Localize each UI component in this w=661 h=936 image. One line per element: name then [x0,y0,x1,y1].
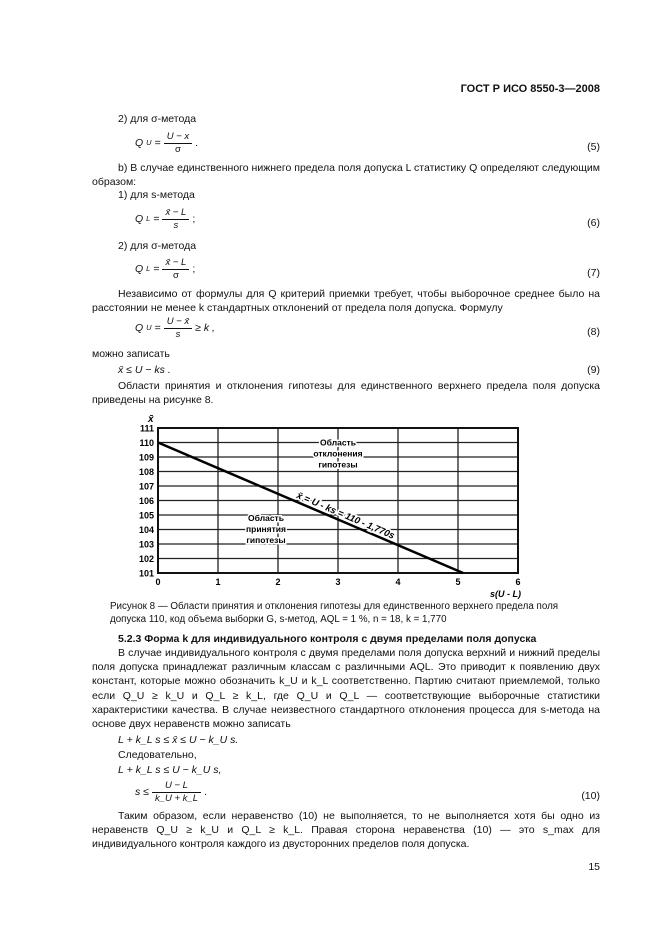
text-hence: Следовательно, [118,749,197,761]
figure-8-chart [130,410,530,600]
y-tick-label: 102 [138,554,154,564]
y-tick-label: 109 [138,452,154,463]
eq5-numerator: U − x [164,131,192,144]
eq10-denominator: k_U + k_L [154,792,198,804]
list-item-sigma-method: 2) для σ-метода [118,113,197,125]
eq6-lhs: Q [135,213,144,226]
x-tick-label: 0 [155,577,161,587]
eq8-lhs-sub: U [146,323,152,333]
eq6-tail: ; [192,213,196,226]
y-axis-label: x̄ [148,414,154,425]
section-title: Форма k для индивидуального контроля с двумя пределами поля допуска [144,633,537,645]
annotation-acceptance-region: гипотезы [246,534,286,545]
eq5-denominator: σ [175,143,181,155]
list-item-s-method: 1) для s-метода [118,189,195,201]
annotation-rejection-region: Область [320,437,356,448]
section-heading [118,632,536,646]
eq10-tail: . [203,786,207,799]
equation-8: Q U = $\frac{U - x̄}{s}$ ≥ k , (8) [135,316,600,340]
series-line-label: x̄ = U - ks = 110 - 1,770s [294,490,397,542]
eq5-number: (5) [587,141,600,153]
eq7-lhs-sub: L [146,264,151,274]
eq7-tail: ; [192,263,196,276]
annotation-acceptance-region: Область [248,512,284,523]
equation-7: Q L = $\frac{x̄ - L}{\sigma}$ ; (7) [135,257,600,281]
paragraph-thus: Таким образом, если неравенство (10) не выполняется, то не выполняется хотя бы одно из неравенств Q_U ≥ k_U и Q_L ≥ k_L. Правая сторона неравенства (10) — это s_max для индивидуального контроля каждого из двусторонних пределов поля допуска. [92,810,600,851]
eq6-lhs-sub: L [146,214,151,224]
list-item-sigma-method-b: 2) для σ-метода [118,240,197,252]
eq8-tail: ≥ k , [195,322,215,335]
y-tick-label: 110 [139,438,154,448]
inequality-1: L + k_L s ≤ x̄ ≤ U − k_U s. [118,734,239,746]
y-tick-label: 108 [138,467,154,477]
equation-10 [0,780,661,810]
section-number: 5.2.3 [118,633,142,645]
page-number: 15 [588,861,600,873]
eq8-number: (8) [587,326,600,338]
equation-6: Q L = $\frac{x̄ - L}{s}$ ; (6) [135,207,600,231]
eq6-number: (6) [587,217,600,229]
eq6-numerator: x̄ − L [162,207,189,220]
series-line [158,443,463,574]
eq5-lhs: Q [135,137,144,150]
figure-caption: Рисунок 8 — Области принятия и отклонения гипотезы для единственного верхнего предела поля допуска 110, код объема выборки G, s-метод, AQL = 1 %, n = 18, k = 1,770 [110,601,559,626]
x-tick-label: 3 [335,577,341,587]
eq10-number: (10) [581,790,600,802]
y-tick-label: 107 [138,481,154,492]
x-tick-label: 4 [395,577,401,587]
y-tick-label: 104 [138,525,154,535]
paragraph-areas: Области принятия и отклонения гипотезы для единственного верхнего предела поля допуска приведены на рисунке 8. [92,380,600,407]
annotation-rejection-region: гипотезы [318,459,358,470]
eq6-denominator: s [173,219,179,231]
eq8-numerator: U − x̄ [164,316,192,329]
paragraph-independently: Независимо от формулы для Q критерий приемки требует, чтобы выборочное среднее было на расстоянии не менее k стандартных отклонений от предела поля допуска. Формулу [92,288,600,315]
eq7-number: (7) [587,267,600,279]
eq8-denominator: s [175,328,181,340]
eq7-numerator: x̄ − L [162,257,189,270]
x-tick-label: 6 [515,577,521,587]
eq5-lhs-sub: U [146,138,152,148]
eq10-lhs: s ≤ [135,786,149,799]
annotation-acceptance-region: принятия [246,523,286,534]
text-can-write: можно записать [92,348,170,360]
eq9-number: (9) [587,364,600,376]
x-tick-label: 1 [215,577,221,587]
y-tick-label: 106 [138,496,154,506]
inequality-2: L + k_L s ≤ U − k_U s, [118,764,222,776]
eq10-numerator: U − L [152,780,201,793]
paragraph-two-limits: В случае индивидуального контроля с двумя пределами поля допуска верхний и нижний пределы поля допуска принадлежат различным классам с различными AQL. Это приводит к появлению двух констант, которые можно обозначить k_U и k_L соответственно. Партию считают приемлемой, только если Q_U ≥ k_U и Q_L ≥ k_L, где Q_U и Q_L — соответствующие выборочные статистики характеристики качества. В случае неизвестного стандартного отклонения процесса для s-метода на основе двух неравенств можно записать [92,647,600,730]
y-tick-label: 111 [139,423,154,434]
eq7-lhs: Q [135,263,144,276]
x-tick-label: 5 [455,577,461,587]
paragraph-b: b) В случае единственного нижнего предела поля допуска L статистику Q определяют следующим образом: [92,162,600,189]
equation-5: Q U = $\frac{U - x}{\sigma}$ . (5) [135,131,600,155]
annotation-rejection-region: отклонения [313,448,363,459]
document-header: ГОСТ Р ИСО 8550-3—2008 [460,83,600,95]
y-tick-label: 103 [138,539,154,550]
y-tick-label: 101 [138,568,154,579]
y-tick-label: 105 [138,510,154,521]
x-axis-label: s(U - L) [490,589,521,599]
eq8-lhs: Q [135,322,144,335]
equation-9: x̄ ≤ U − ks . [118,364,171,376]
eq5-tail: . [195,137,199,150]
x-tick-label: 2 [275,577,281,587]
eq7-denominator: σ [172,269,179,281]
